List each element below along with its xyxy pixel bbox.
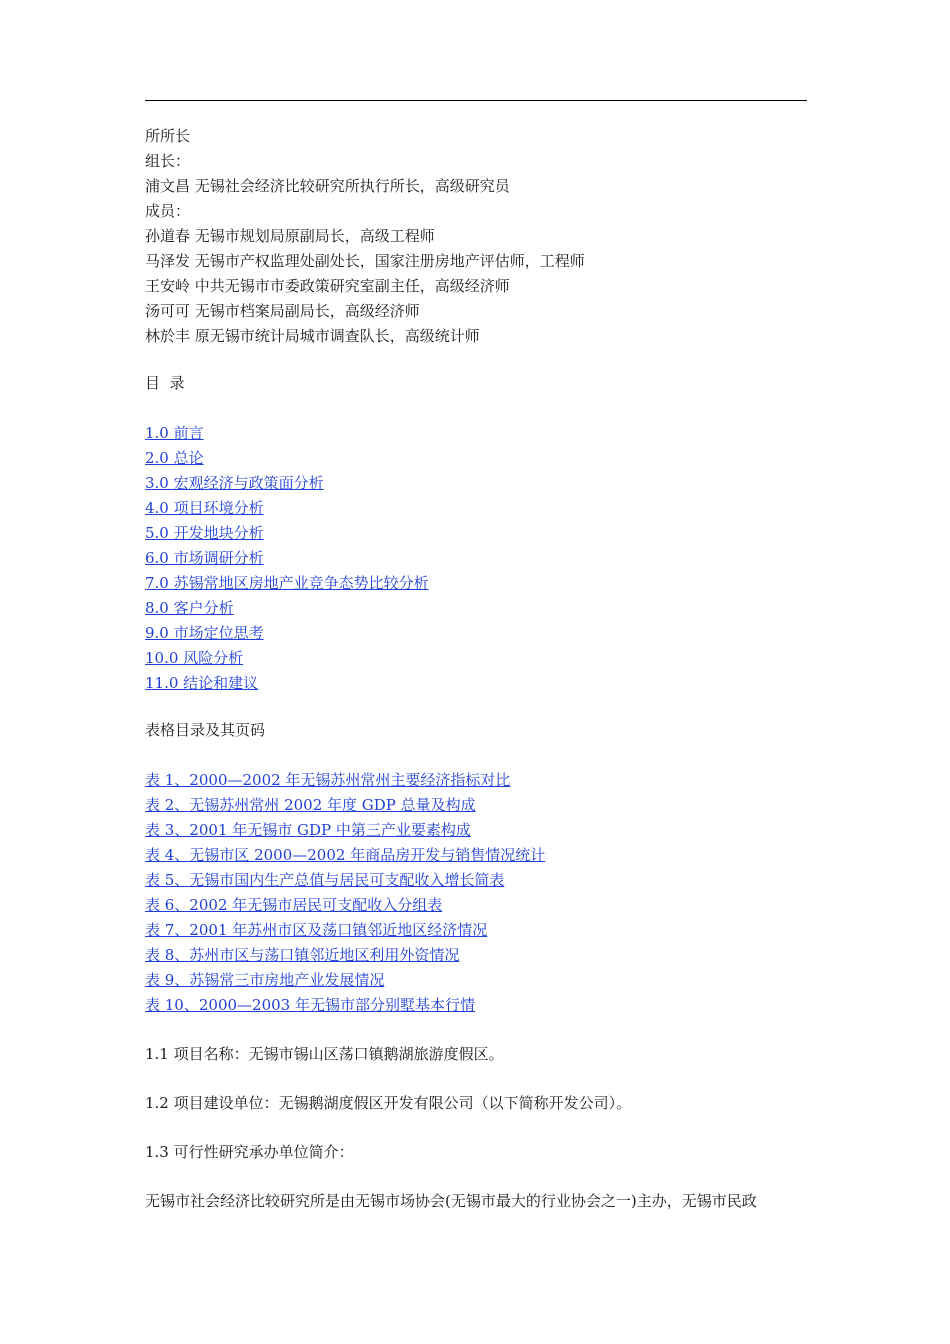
members-label: 成员：	[145, 202, 191, 220]
toc-link-plot[interactable]: 5.0 开发地块分析	[145, 524, 264, 542]
toc-link-risk[interactable]: 10.0 风险分析	[145, 649, 244, 667]
tables-heading: 表格目录及其页码	[145, 721, 266, 739]
toc-heading: 目 录	[145, 374, 185, 392]
toc-link-overview[interactable]: 2.0 总论	[145, 449, 204, 467]
member-entry: 孙道春 无锡市规划局原副局长，高级工程师	[145, 227, 435, 245]
tables-list	[145, 768, 865, 1018]
document-content	[145, 124, 865, 1214]
table-link[interactable]: 表 1、2000—2002 年无锡苏州常州主要经济指标对比	[145, 771, 511, 789]
header-title: 所所长	[145, 127, 191, 145]
member-entry: 汤可可 无锡市档案局副局长，高级经济师	[145, 302, 420, 320]
member-entry: 王安岭 中共无锡市市委政策研究室副主任，高级经济师	[145, 277, 510, 295]
table-link[interactable]: 表 8、苏州市区与荡口镇邻近地区利用外资情况	[145, 946, 460, 964]
table-link[interactable]: 表 6、2002 年无锡市居民可支配收入分组表	[145, 896, 443, 914]
toc-link-customer[interactable]: 8.0 客户分析	[145, 599, 234, 617]
toc-link-competition[interactable]: 7.0 苏锡常地区房地产业竞争态势比较分析	[145, 574, 429, 592]
project-builder-paragraph: 1.2 项目建设单位：无锡鹅湖度假区开发有限公司（以下简称开发公司）。	[145, 1094, 632, 1112]
toc-link-conclusion[interactable]: 11.0 结论和建议	[145, 674, 259, 692]
leader-entry: 浦文昌 无锡社会经济比较研究所执行所长，高级研究员	[145, 177, 510, 195]
table-link[interactable]: 表 3、2001 年无锡市 GDP 中第三产业要素构成	[145, 821, 471, 839]
leader-label: 组长：	[145, 152, 191, 170]
member-entry: 林於丰 原无锡市统计局城市调查队长，高级统计师	[145, 327, 480, 345]
table-link[interactable]: 表 5、无锡市国内生产总值与居民可支配收入增长简表	[145, 871, 505, 889]
table-link[interactable]: 表 7、2001 年苏州市区及荡口镇邻近地区经济情况	[145, 921, 488, 939]
table-link[interactable]: 表 4、无锡市区 2000—2002 年商品房开发与销售情况统计	[145, 846, 546, 864]
top-rule	[145, 100, 807, 101]
table-link[interactable]: 表 10、2000—2003 年无锡市部分别墅基本行情	[145, 996, 475, 1014]
research-unit-heading: 1.3 可行性研究承办单位简介：	[145, 1143, 354, 1161]
member-entry: 马泽发 无锡市产权监理处副处长，国家注册房地产评估师，工程师	[145, 252, 585, 270]
toc-link-macro[interactable]: 3.0 宏观经济与政策面分析	[145, 474, 324, 492]
toc-link-environment[interactable]: 4.0 项目环境分析	[145, 499, 264, 517]
toc-list	[145, 421, 865, 696]
research-unit-paragraph: 无锡市社会经济比较研究所是由无锡市场协会(无锡市最大的行业协会之一)主办，无锡市民政	[145, 1192, 757, 1210]
table-link[interactable]: 表 9、苏锡常三市房地产业发展情况	[145, 971, 385, 989]
toc-link-positioning[interactable]: 9.0 市场定位思考	[145, 624, 264, 642]
project-name-paragraph: 1.1 项目名称：无锡市锡山区荡口镇鹅湖旅游度假区。	[145, 1045, 504, 1063]
table-link[interactable]: 表 2、无锡苏州常州 2002 年度 GDP 总量及构成	[145, 796, 476, 814]
toc-link-preface[interactable]: 1.0 前言	[145, 424, 204, 442]
toc-link-market-research[interactable]: 6.0 市场调研分析	[145, 549, 264, 567]
